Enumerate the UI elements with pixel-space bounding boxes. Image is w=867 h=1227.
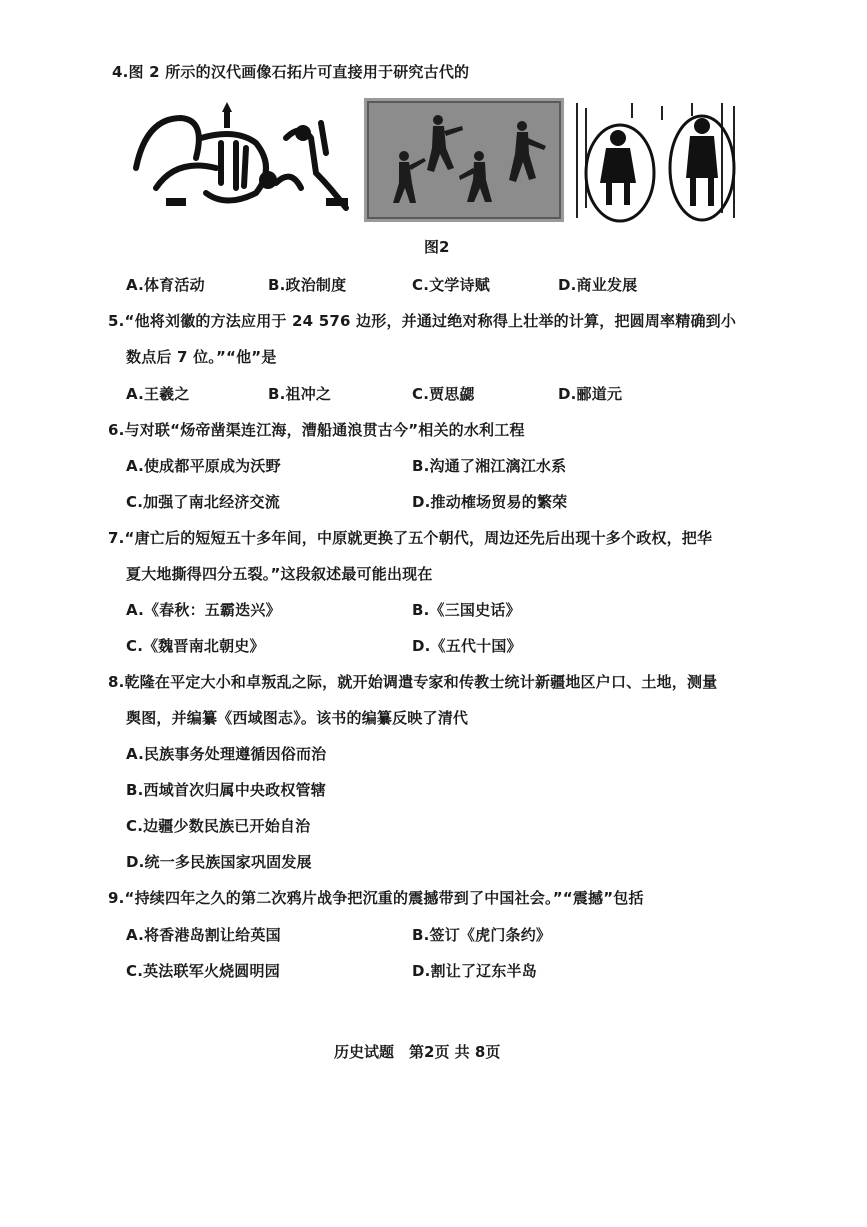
q7-option-b: B.《三国史话》 [412, 601, 521, 619]
q4-option-d: D.商业发展 [558, 276, 638, 294]
q5-option-b: B.祖冲之 [268, 385, 332, 403]
q9-option-d: D.割让了辽东半岛 [412, 962, 537, 980]
q5-option-a: A.王羲之 [126, 385, 190, 403]
q7-stem-line1: 7.“唐亡后的短短五十多年间，中原就更换了五个朝代，周边还先后出现十多个政权，把华 [108, 529, 713, 547]
q5-stem-line2: 数点后 7 位。”“他”是 [126, 348, 277, 366]
q4-option-c: C.文学诗赋 [412, 276, 490, 294]
rubbing-image-1 [126, 98, 356, 220]
q8-option-d: D.统一多民族国家巩固发展 [126, 853, 312, 871]
q8-option-b: B.西域首次归属中央政权管辖 [126, 781, 326, 799]
q6-option-d: D.推动榷场贸易的繁荣 [412, 493, 568, 511]
q7-option-a: A.《春秋：五霸迭兴》 [126, 601, 281, 619]
q7-stem-line2: 夏大地撕得四分五裂。”这段叙述最可能出现在 [126, 565, 433, 583]
q6-option-a: A.使成都平原成为沃野 [126, 457, 281, 475]
figure-caption: 图2 [424, 238, 450, 256]
q5-option-c: C.贾思勰 [412, 385, 475, 403]
q4-option-a: A.体育活动 [126, 276, 205, 294]
q6-option-b: B.沟通了湘江漓江水系 [412, 457, 567, 475]
q7-option-d: D.《五代十国》 [412, 637, 522, 655]
q9-option-a: A.将香港岛割让给英国 [126, 926, 281, 944]
page-footer: 历史试题 第2页 共 8页 [334, 1043, 501, 1061]
q8-stem-line1: 8.乾隆在平定大小和卓叛乱之际，就开始调遣专家和传教士统计新疆地区户口、土地，测量 [108, 673, 718, 691]
rubbing-image-2 [364, 98, 564, 222]
q6-stem: 6.与对联“炀帝凿渠连江海，漕船通浪贯古今”相关的水利工程 [108, 421, 525, 439]
q9-option-b: B.签订《虎门条约》 [412, 926, 552, 944]
q5-stem-line1: 5.“他将刘徽的方法应用于 24 576 边形，并通过绝对称得上壮举的计算，把圆周率精确到小 [108, 312, 737, 330]
q8-option-c: C.边疆少数民族已开始自治 [126, 817, 311, 835]
q8-option-a: A.民族事务处理遵循因俗而治 [126, 745, 327, 763]
q5-option-d: D.郦道元 [558, 385, 623, 403]
q4-option-b: B.政治制度 [268, 276, 347, 294]
q8-stem-line2: 舆图，并编纂《西域图志》。该书的编纂反映了清代 [126, 709, 469, 727]
q7-option-c: C.《魏晋南北朝史》 [126, 637, 265, 655]
rubbing-image-3 [572, 98, 742, 224]
q9-stem: 9.“持续四年之久的第二次鸦片战争把沉重的震撼带到了中国社会。”“震撼”包括 [108, 889, 644, 907]
q9-option-c: C.英法联军火烧圆明园 [126, 962, 280, 980]
q6-option-c: C.加强了南北经济交流 [126, 493, 280, 511]
q4-stem: 4.图 2 所示的汉代画像石拓片可直接用于研究古代的 [112, 63, 470, 81]
